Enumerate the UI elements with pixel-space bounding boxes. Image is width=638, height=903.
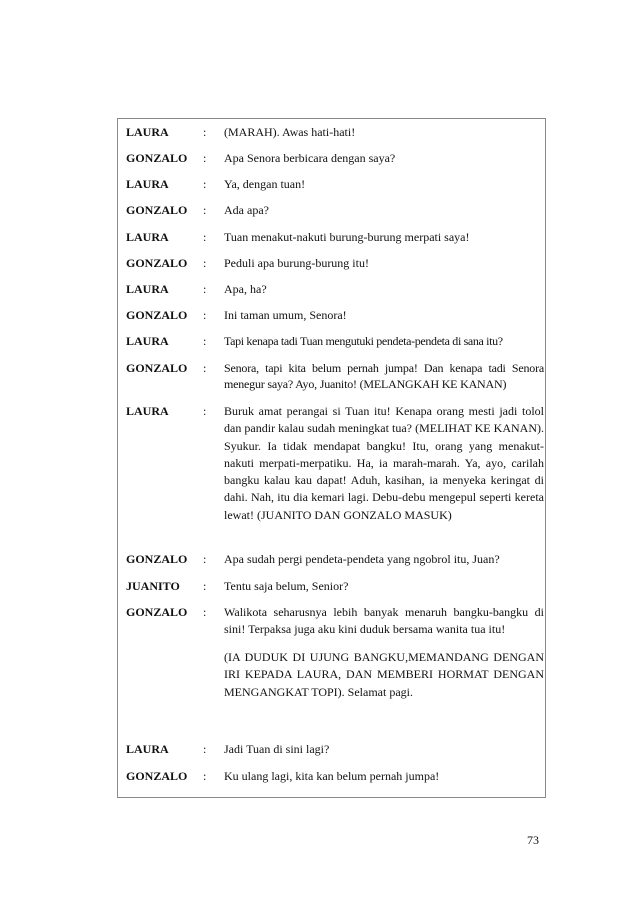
speaker-name: LAURA: [126, 334, 169, 348]
dialogue-text: Peduli apa burung-burung itu!: [224, 256, 369, 270]
dialogue-text: Ada apa?: [224, 203, 269, 217]
stage-direction: (IA DUDUK DI UJUNG BANGKU,MEMANDANG DENGAN IRI KEPADA LAURA, DAN MEMBERI HORMAT DENGAN MENGANGKAT TOPI). Selamat pagi.: [224, 650, 544, 699]
dialogue-text: Ku ulang lagi, kita kan belum pernah jumpa!: [224, 769, 440, 783]
colon-separator: :: [203, 308, 207, 322]
dialogue-text: Tentu saja belum, Senior?: [224, 579, 349, 593]
speaker-name: GONZALO: [126, 203, 188, 217]
speaker-name: GONZALO: [126, 769, 188, 783]
colon-separator: :: [203, 769, 207, 783]
colon-separator: :: [203, 552, 207, 566]
dialogue-text: Tapi kenapa tadi Tuan mengutuki pendeta-pendeta di sana itu?: [224, 334, 503, 348]
dialogue-text: Apa sudah pergi pendeta-pendeta yang ngobrol itu, Juan?: [224, 552, 500, 566]
dialogue-text: Buruk amat perangai si Tuan itu! Kenapa orang mesti jadi tolol dan pandir kalau sudah meningkat tua? (MELIHAT KE KANAN). Syukur. Ia tidak mendapat bangku! Itu, orang yang menakut-nakuti merpati-merpatiku. Ha, ia marah-marah. Ya, ayo, carilah bangku kalau kau dapat! Aduh, kasihan, ia menyeka keringat di dahi. Nah, itu dia kemari lagi. Debu-debu mengepul seperti kereta lewat! (JUANITO DAN GONZALO MASUK): [224, 404, 544, 522]
speaker-name: GONZALO: [126, 605, 188, 619]
speaker-name: LAURA: [126, 230, 169, 244]
colon-separator: :: [203, 282, 207, 296]
speaker-name: GONZALO: [126, 552, 188, 566]
speaker-name: LAURA: [126, 177, 169, 191]
dialogue-text: Senora, tapi kita belum pernah jumpa! Dan kenapa tadi Senora menegur saya? Ayo, Juanito! (MELANGKAH KE KANAN): [224, 361, 544, 391]
page-number: 73: [527, 833, 539, 847]
speaker-name: GONZALO: [126, 151, 188, 165]
speaker-name: GONZALO: [126, 361, 188, 375]
colon-separator: :: [203, 742, 207, 756]
dialogue-text: Ya, dengan tuan!: [224, 177, 306, 191]
colon-separator: :: [203, 334, 207, 348]
colon-separator: :: [203, 404, 207, 418]
colon-separator: :: [203, 151, 207, 165]
colon-separator: :: [203, 256, 207, 270]
colon-separator: :: [203, 605, 207, 619]
dialogue-text: Tuan menakut-nakuti burung-burung merpati saya!: [224, 230, 470, 244]
colon-separator: :: [203, 177, 207, 191]
colon-separator: :: [203, 203, 207, 217]
speaker-name: LAURA: [126, 282, 169, 296]
colon-separator: :: [203, 230, 207, 244]
speaker-name: GONZALO: [126, 256, 188, 270]
dialogue-text: Apa, ha?: [224, 282, 267, 296]
speaker-name: GONZALO: [126, 308, 188, 322]
dialogue-text: Jadi Tuan di sini lagi?: [224, 742, 330, 756]
speaker-name: JUANITO: [126, 579, 180, 593]
speaker-name: LAURA: [126, 125, 169, 139]
dialogue-text: Apa Senora berbicara dengan saya?: [224, 151, 396, 165]
colon-separator: :: [203, 579, 207, 593]
dialogue-text: (MARAH). Awas hati-hati!: [224, 125, 356, 139]
colon-separator: :: [203, 361, 207, 375]
speaker-name: LAURA: [126, 742, 169, 756]
dialogue-text: Ini taman umum, Senora!: [224, 308, 347, 322]
dialogue-table: [117, 118, 546, 798]
speaker-name: LAURA: [126, 404, 169, 418]
colon-separator: :: [203, 125, 207, 139]
dialogue-text: Walikota seharusnya lebih banyak menaruh bangku-bangku di sini! Terpaksa juga aku kini duduk bersama wanita tua itu!: [224, 605, 544, 637]
